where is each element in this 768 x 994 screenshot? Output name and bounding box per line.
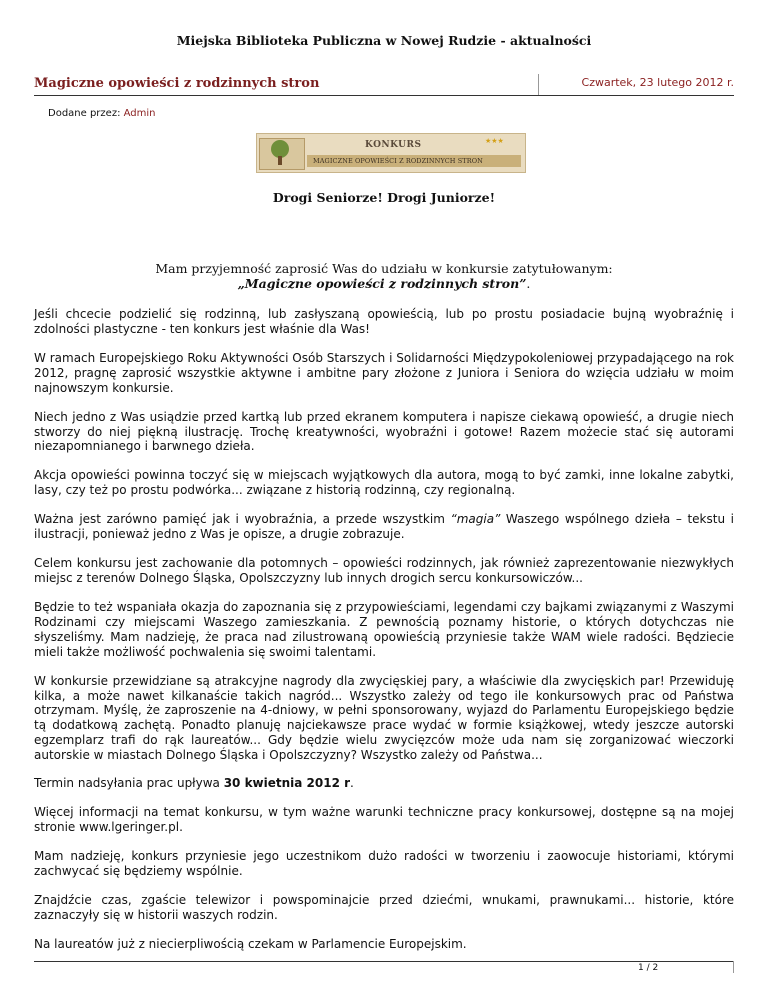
banner-word: KONKURS [365, 140, 422, 150]
contest-title: „Magiczne opowieści z rodzinnych stron” [237, 276, 527, 291]
author-line [48, 108, 156, 119]
footer-rule [34, 961, 734, 962]
paragraph-11: Mam nadzieję, konkurs przyniesie jego uczestnikom dużo radości w tworzeniu i zaowocuje historiami, którymi zachwycać się będziemy wspólnie. [34, 849, 734, 878]
p5-magia: “magia” [450, 512, 501, 527]
paragraph-1: Jeśli chcecie podzielić się rodzinną, lub zasłyszaną opowieścią, lub po prostu posiadacie bujną wyobraźnię i zdolności plastyczne - ten konkurs jest właśnie dla Was! [34, 307, 734, 336]
paragraph-8: W konkursie przewidziane są atrakcyjne nagrody dla zwycięskiej pary, a właściwie dla zwycięskich par! Przewiduję kilka, a może nawet kilkanaście takich nagród... Wszystko zależy od tego ile konkursowych prac od Państwa otrzymam. Myślę, że zaproszenie na 4-dniowy, w pełni sponsorowany, wyjazd do Parlamentu Europejskiego będzie tą dodatkową zachętą. Ponadto planuję najciekawsze prace wydać w formie książkowej, wtedy jeszcze autorski egzemplarz trafi do rąk laureatów... Gdy będzie wielu zwycięzców może uda nam się zorganizować wieczorki autorskie w miastach Dolnego Śląska i Opolszczyzny? Wszystko zależy od Państwa... [34, 673, 734, 763]
contest-banner-image [256, 133, 526, 173]
header-rule [34, 95, 734, 96]
p5-after: Waszego wspólnego dzieła – tekstu i ilustracji, ponieważ jedno z Was je opisze, a drugie zobrazuje. [34, 512, 734, 542]
paragraph-2: W ramach Europejskiego Roku Aktywności Osób Starszych i Solidarności Międzypokoleniowej przypadającego na rok 2012, pragnę zaprosić wszystkie aktywne i ambitne pary złożone z Juniora i Seniora do wzięcia udziału w moim najnowszym konkursie. [34, 350, 734, 395]
footer-divider [733, 961, 734, 973]
site-title: Miejska Biblioteka Publiczna w Nowej Rudzie - aktualności [176, 33, 592, 48]
author-name-link[interactable]: Admin [123, 108, 156, 119]
paragraph-9 [34, 776, 734, 791]
article-header [34, 74, 734, 94]
paragraph-10: Więcej informacji na temat konkursu, w tym ważne warunki techniczne pracy konkursowej, dostępne są na mojej stronie www.lgeringer.pl. [34, 805, 734, 835]
paragraph-13: Na laureatów już z niecierpliwością czekam w Parlamencie Europejskim. [34, 936, 467, 951]
tree-trunk [278, 156, 282, 165]
banner-subtitle: MAGICZNE OPOWIEŚCI Z RODZINNYCH STRON [313, 157, 483, 165]
p5-before: Ważna jest zarówno pamięć jak i wyobraźnia, a przede wszystkim [34, 512, 451, 527]
paragraph-5 [34, 512, 734, 542]
paragraph-4: Akcja opowieści powinna toczyć się w miejscach wyjątkowych dla autora, mogą to być zamki, inne lokalne zabytki, lasy, czy też po prostu podwórka... związane z historią rodzinną, czy regionalną. [34, 468, 734, 498]
deadline-date: 30 kwietnia 2012 r [223, 776, 351, 791]
invite-title-line [0, 276, 768, 291]
paragraph-7: Będzie to też wspaniała okazja do zapoznania się z przypowieściami, legendami czy bajkami związanymi z Waszymi Rodzinami czy miejscami Waszego zamieszkania. Z pewnością poznamy historie, o których dotychczas nie słyszeliśmy. Mam nadzieję, że praca nad zilustrowaną opowieścią przyniesie także WAM wiele radości. Będziecie mieli także możliwość pochwalenia się swoimi talentami. [34, 599, 734, 659]
paragraph-12: Znajdźcie czas, zgaście telewizor i powspominajcie przed dziećmi, wnukami, prawnukami... historie, które zaznaczyły się w historii waszych rodzin. [34, 892, 734, 922]
invite-end: . [526, 276, 531, 291]
greeting: Drogi Seniorze! Drogi Juniorze! [272, 190, 496, 205]
article-date: Czwartek, 23 lutego 2012 r. [581, 76, 734, 89]
author-label: Dodane przez: [48, 108, 121, 119]
article-title[interactable]: Magiczne opowieści z rodzinnych stron [34, 76, 320, 91]
paragraph-3: Niech jedno z Was usiądzie przed kartką lub przed ekranem komputera i napisze ciekawą opowieść, a drugie niech stworzy do niej piękną ilustrację. Trochę kreatywności, wyobraźni i gotowe! Razem możecie stać się autorami niezapomnianego i barwnego dzieła. [34, 409, 734, 454]
eu-stars-icon: ★★★ [485, 137, 504, 145]
deadline-after: . [350, 776, 354, 791]
invite-line: Mam przyjemność zaprosić Was do udziału w konkursie zatytułowanym: [155, 261, 613, 276]
deadline-before: Termin nadsyłania prac upływa [34, 776, 224, 791]
paragraph-6: Celem konkursu jest zachowanie dla potomnych – opowieści rodzinnych, jak również zaprezentowanie niezwykłych miejsc z terenów Dolnego Śląska, Opolszczyzny lub innych drogich sercu konkursowiczów... [34, 556, 734, 585]
header-divider [538, 74, 539, 95]
page-number: 1 / 2 [638, 963, 659, 973]
